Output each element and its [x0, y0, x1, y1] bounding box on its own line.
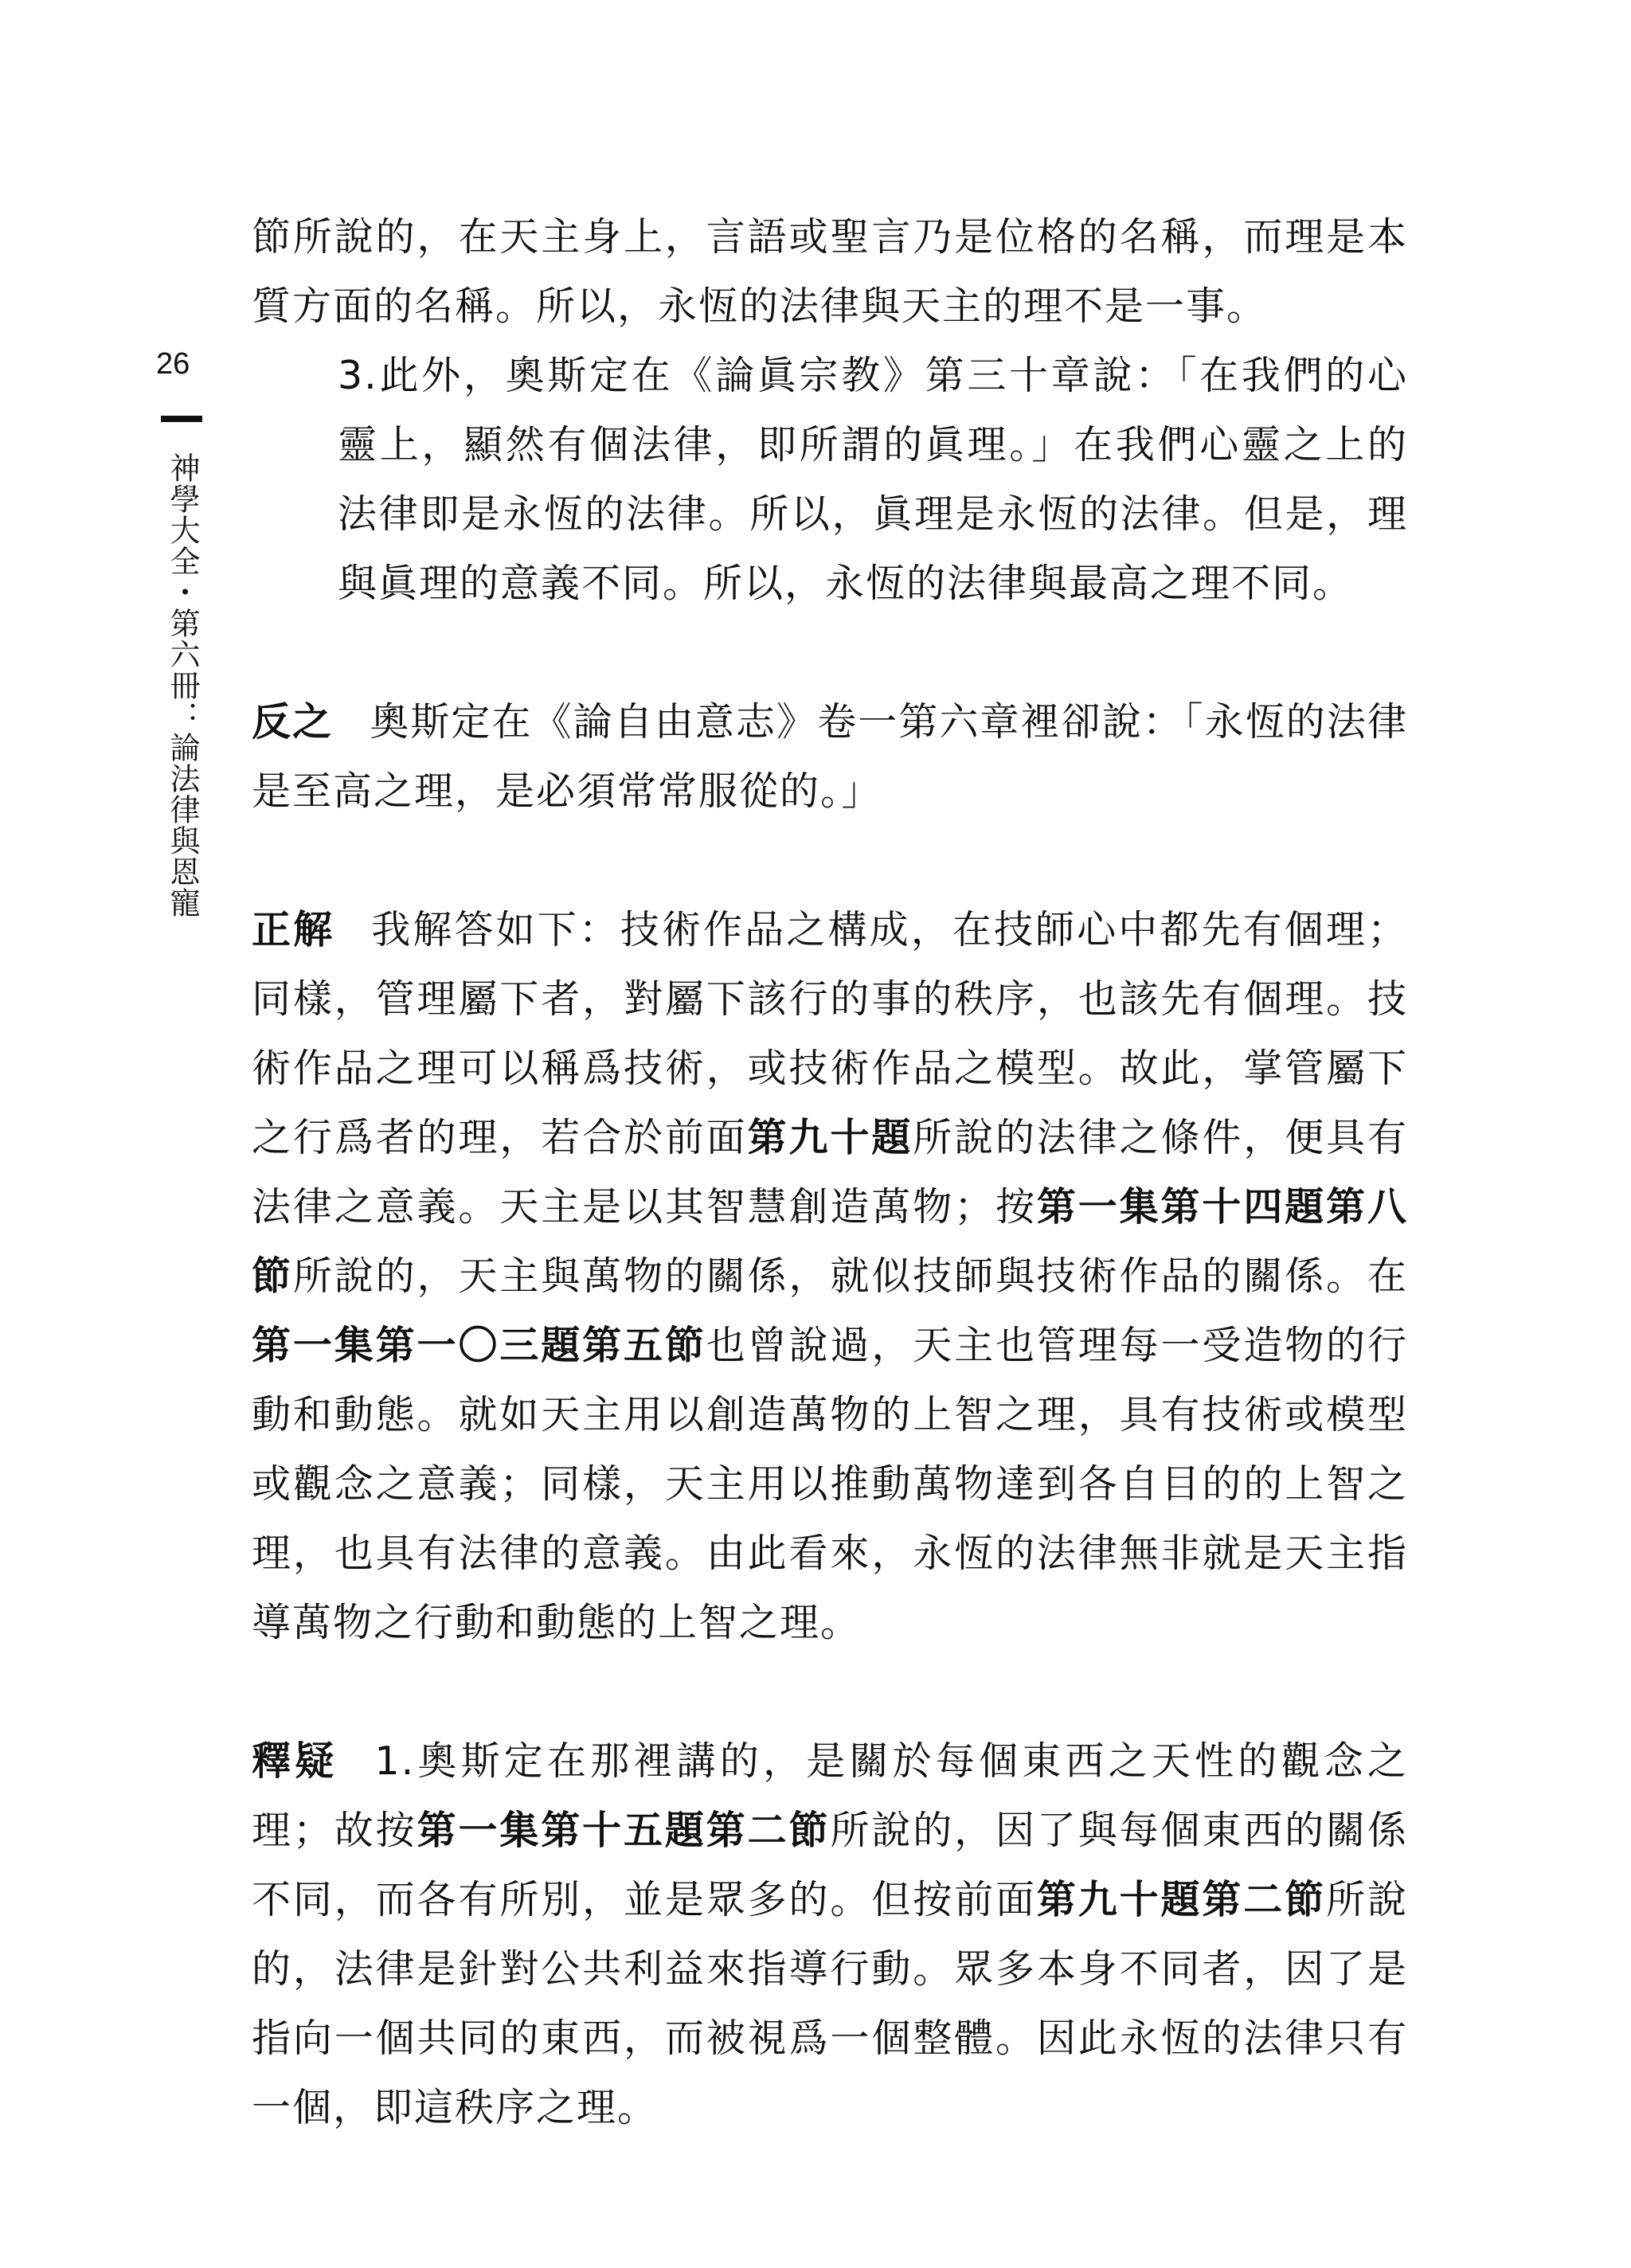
paragraph-reply	[252, 1726, 1408, 2142]
paragraph-gap	[252, 618, 1408, 687]
reply-text: 所說的，法律是針對公共利益來指導行動。眾多本身不同者，因了是指向一個共同的東西，而被視爲一個整體。因此永恆的法律只有一個，即這秩序之理。	[252, 1877, 1408, 2130]
cross-reference: 第九十題第二節	[1036, 1877, 1327, 1922]
section-label-sed-contra: 反之	[252, 699, 334, 745]
sed-contra-text: 奧斯定在《論自由意志》卷一第六章裡卻說：「永恆的法律是至高之理，是必須常常服從的。」	[252, 699, 1408, 814]
reply-text: 所說的，因了與每個東西的關係不同，而各有所別，並是眾多的。但按前面	[252, 1808, 1408, 1922]
running-head: 神學大全・第六冊：論法律與恩寵	[165, 452, 200, 918]
body-text	[252, 202, 1408, 2142]
cross-reference: 第九十題	[747, 1115, 913, 1160]
paragraph-response	[252, 895, 1408, 1657]
section-label-reply: 釋疑	[252, 1738, 338, 1784]
response-text: 也曾說過，天主也管理每一受造物的行動和動態。就如天主用以創造萬物的上智之理，具有技術或模型或觀念之意義；同樣，天主用以推動萬物達到各自目的的上智之理，也具有法律的意義。由此看來，永恆的法律無非就是天主指導萬物之行動和動態的上智之理。	[252, 1323, 1408, 1645]
cross-reference: 第一集第十五題第二節	[417, 1808, 831, 1853]
cross-reference: 第一集第一〇三題第五節	[252, 1323, 706, 1368]
section-label-response: 正解	[252, 907, 335, 952]
paragraph-gap	[252, 826, 1408, 895]
paragraph-objection-3: 3.此外，奧斯定在《論眞宗教》第三十章說：「在我們的心靈上，顯然有個法律，即所謂的眞理。」在我們心靈之上的法律即是永恆的法律。所以，眞理是永恆的法律。但是，理與眞理的意義不同。所以，永恆的法律與最高之理不同。	[338, 353, 1408, 606]
page-number: 26	[156, 347, 190, 381]
response-text: 所說的法律之條件，便具有法律之意義。天主是以其智慧創造萬物；按	[252, 1115, 1408, 1230]
paragraph-continuation: 節所說的，在天主身上，言語或聖言乃是位格的名稱，而理是本質方面的名稱。所以，永恆的法律與天主的理不是一事。	[252, 214, 1408, 329]
response-text: 所說的，天主與萬物的關係，就似技師與技術作品的關係。在	[292, 1253, 1408, 1299]
reply-text: 1.奧斯定在那裡講的，是關於每個東西之天性的觀念之理；故按	[252, 1738, 1408, 1853]
paragraph-sed-contra	[252, 687, 1408, 826]
response-text: 我解答如下：技術作品之構成，在技師心中都先有個理；同樣，管理屬下者，對屬下該行的事的秩序，也該先有個理。技術作品之理可以稱爲技術，或技術作品之模型。故此，掌管屬下之行爲者的理，若合於前面	[252, 907, 1408, 1160]
cross-reference: 第一集第十四題第八節	[252, 1184, 1408, 1299]
margin-rule	[161, 416, 202, 422]
paragraph-gap	[252, 1657, 1408, 1726]
